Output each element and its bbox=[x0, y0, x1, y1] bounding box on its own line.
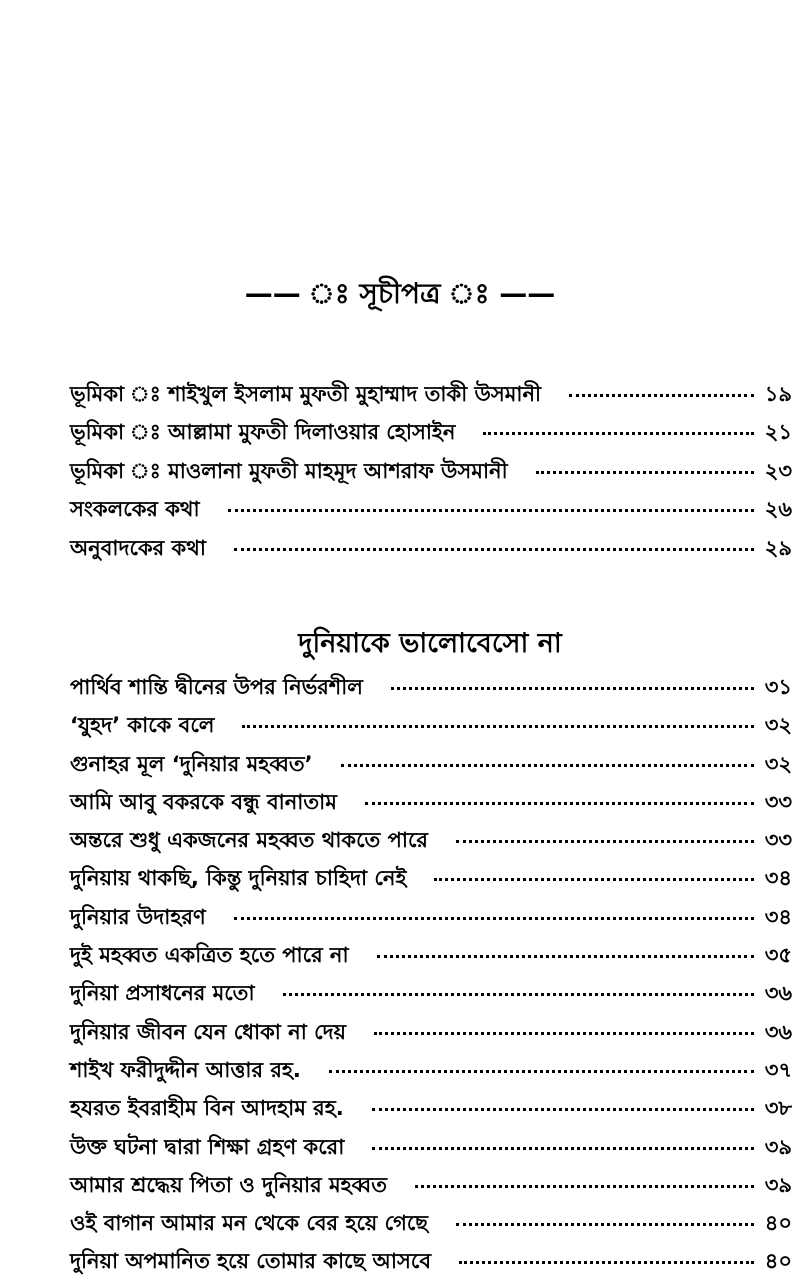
entry-title: আমার শ্রদ্ধেয় পিতা ও দুনিয়ার মহব্বত bbox=[70, 1172, 387, 1197]
dot-leader bbox=[415, 1185, 754, 1188]
entry-title: আমি আবু বকরকে বন্ধু বানাতাম bbox=[70, 789, 337, 814]
entry-title: দুনিয়ার উদাহরণ bbox=[70, 904, 206, 929]
entry-title: গুনাহর মূল ‘দুনিয়ার মহব্বত’ bbox=[70, 751, 313, 776]
dot-leader bbox=[459, 1261, 754, 1264]
entry-page-number: ২৯ bbox=[764, 535, 792, 560]
entry-page-number: ৩২ bbox=[764, 713, 792, 738]
entry-page-number: ৩৯ bbox=[764, 1172, 792, 1197]
toc-entry bbox=[70, 1245, 792, 1283]
entry-title: দুনিয়া প্রসাধনের মতো bbox=[70, 981, 255, 1006]
toc-entry bbox=[70, 1169, 792, 1207]
toc-entry bbox=[70, 1207, 792, 1245]
dot-leader bbox=[569, 394, 754, 397]
entry-page-number: ৪০ bbox=[764, 1249, 792, 1274]
entry-page-number: ৩৮ bbox=[764, 1096, 792, 1121]
dot-leader bbox=[365, 802, 754, 805]
dot-leader bbox=[372, 1147, 754, 1150]
toc-entry bbox=[70, 416, 792, 454]
entry-page-number: ৩১ bbox=[764, 675, 792, 699]
entry-title: শাইখ ফরীদুদ্দীন আত্তার রহ. bbox=[70, 1057, 301, 1082]
dot-leader bbox=[283, 993, 754, 996]
dot-leader bbox=[434, 878, 754, 881]
dot-leader bbox=[341, 764, 754, 767]
entry-page-number: ৩৩ bbox=[764, 828, 792, 853]
dot-leader bbox=[483, 432, 754, 435]
dot-leader bbox=[372, 1108, 754, 1111]
entry-title: ভূমিকা ঃ আল্লামা মুফতী দিলাওয়ার হোসাইন bbox=[70, 420, 456, 445]
entry-page-number: ৩৬ bbox=[764, 981, 792, 1006]
entry-title: দুনিয়ায় থাকছি, কিন্তু দুনিয়ার চাহিদা নেই bbox=[70, 866, 407, 891]
section-entry-list bbox=[70, 671, 792, 1284]
toc-entry bbox=[70, 786, 792, 824]
toc-entry bbox=[70, 532, 792, 570]
toc-entry bbox=[70, 709, 792, 747]
dot-leader bbox=[234, 548, 754, 551]
entry-title: হযরত ইবরাহীম বিন আদহাম রহ. bbox=[70, 1096, 344, 1121]
dot-leader bbox=[234, 917, 754, 920]
toc-entry bbox=[70, 824, 792, 862]
entry-page-number: ১৯ bbox=[764, 382, 792, 406]
entry-title: উক্ত ঘটনা দ্বারা শিক্ষা গ্রহণ করো bbox=[70, 1134, 345, 1159]
entry-page-number: ৩৬ bbox=[764, 1019, 792, 1044]
dot-leader bbox=[374, 1032, 754, 1035]
entry-page-number: ২৩ bbox=[764, 458, 792, 483]
toc-entry bbox=[70, 939, 792, 977]
dot-leader bbox=[329, 1070, 754, 1073]
toc-entry bbox=[70, 1016, 792, 1054]
entry-title: দুই মহব্বত একত্রিত হতে পারে না bbox=[70, 943, 349, 968]
toc-entry bbox=[70, 748, 792, 786]
toc-entry bbox=[70, 1131, 792, 1169]
toc-entry bbox=[70, 977, 792, 1015]
entry-page-number: ৩৫ bbox=[764, 943, 792, 968]
dot-leader bbox=[456, 1223, 754, 1226]
entry-title: সংকলকের কথা bbox=[70, 497, 200, 522]
entry-page-number: ৩৯ bbox=[764, 1134, 792, 1159]
entry-title: অন্তরে শুধু একজনের মহব্বত থাকতে পারে bbox=[70, 828, 428, 853]
dot-leader bbox=[377, 955, 754, 958]
entry-title: ভূমিকা ঃ শাইখুল ইসলাম মুফতী মুহাম্মাদ তাকী উসমানী bbox=[70, 382, 542, 406]
entry-title: দুনিয়া অপমানিত হয়ে তোমার কাছে আসবে bbox=[70, 1249, 432, 1274]
dot-leader bbox=[242, 725, 754, 728]
toc-entry bbox=[70, 1054, 792, 1092]
toc-entry bbox=[70, 455, 792, 493]
toc-entry bbox=[70, 493, 792, 531]
entry-title: ‘যুহদ’ কাকে বলে bbox=[70, 713, 215, 738]
entry-title: দুনিয়ার জীবন যেন ধোকা না দেয় bbox=[70, 1019, 347, 1044]
entry-title: ওই বাগান আমার মন থেকে বের হয়ে গেছে bbox=[70, 1211, 429, 1236]
toc-entry bbox=[70, 378, 792, 416]
entry-page-number: ৩৪ bbox=[764, 904, 792, 929]
toc-entry bbox=[70, 1092, 792, 1130]
entry-title: ভূমিকা ঃ মাওলানা মুফতী মাহমূদ আশরাফ উসমানী bbox=[70, 458, 508, 483]
toc-entry bbox=[70, 901, 792, 939]
entry-title: পার্থিব শান্তি দ্বীনের উপর নির্ভরশীল bbox=[70, 675, 363, 699]
dot-leader bbox=[536, 471, 754, 474]
entry-title: অনুবাদকের কথা bbox=[70, 535, 206, 560]
dot-leader bbox=[456, 840, 754, 843]
toc-entry bbox=[70, 862, 792, 900]
entry-page-number: ২৬ bbox=[764, 497, 792, 522]
section-title: দুনিয়াকে ভালোবেসো না bbox=[298, 628, 562, 659]
dot-leader bbox=[228, 509, 754, 512]
entry-page-number: ৩৩ bbox=[764, 789, 792, 814]
entry-page-number: ৪০ bbox=[764, 1211, 792, 1236]
dot-leader bbox=[391, 687, 754, 690]
entry-page-number: ৩৭ bbox=[764, 1057, 792, 1082]
entry-page-number: ৩২ bbox=[764, 751, 792, 776]
entry-page-number: ২১ bbox=[764, 420, 792, 445]
entry-page-number: ৩৪ bbox=[764, 866, 792, 891]
intro-entry-list bbox=[70, 378, 792, 570]
toc-entry bbox=[70, 671, 792, 709]
toc-heading: —— ঃ সূচীপত্র ঃ —— bbox=[244, 277, 556, 310]
